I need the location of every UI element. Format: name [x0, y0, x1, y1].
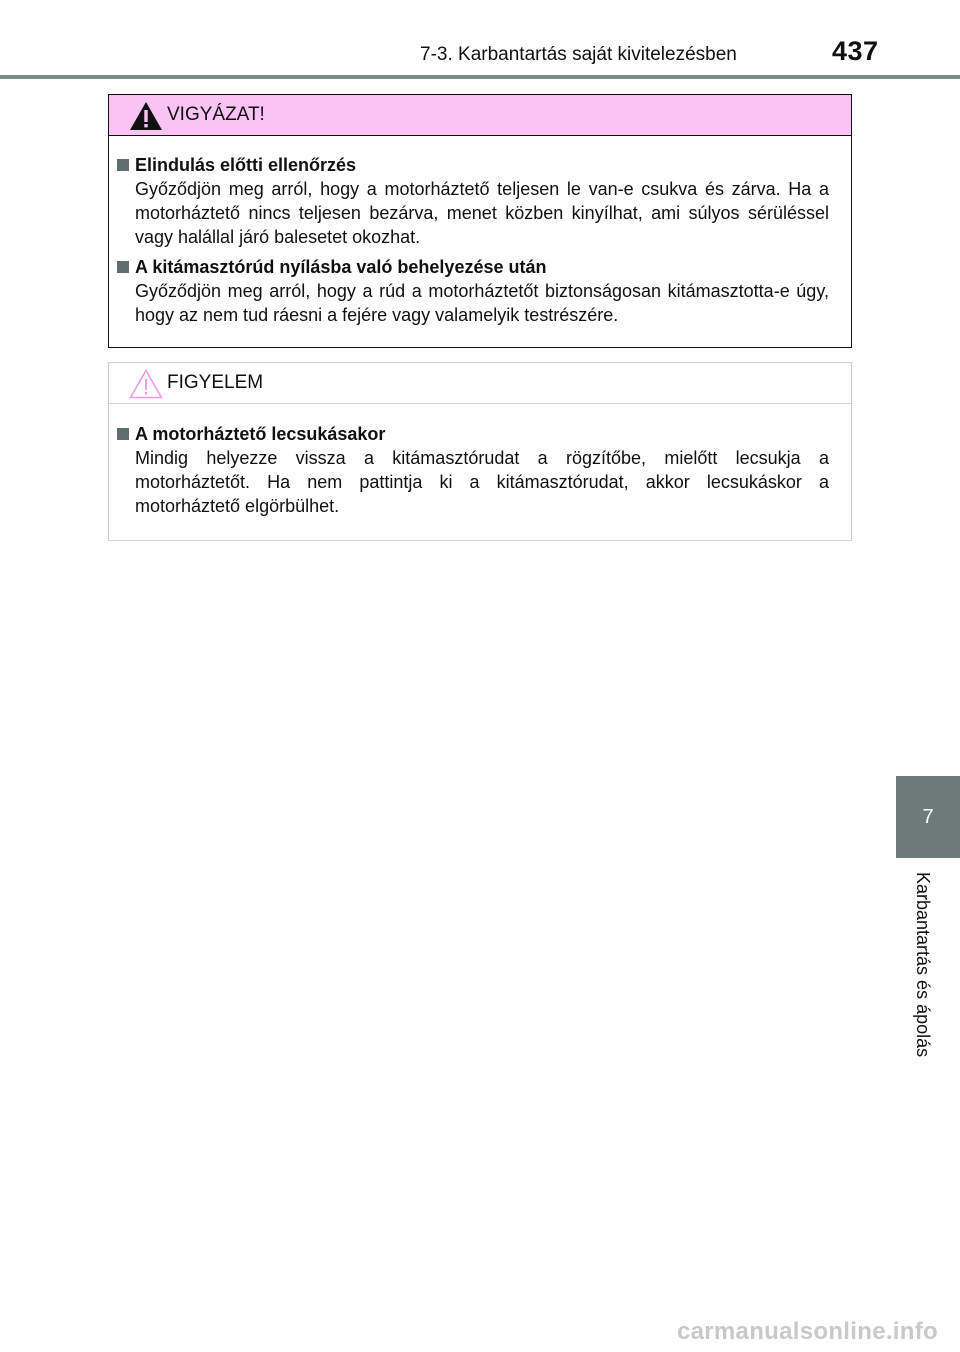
warning-item — [113, 153, 829, 249]
square-bullet-icon — [117, 261, 129, 273]
page-number: 437 — [832, 36, 879, 66]
chapter-tab[interactable] — [896, 776, 960, 858]
chapter-label: Karbantartás és ápolás — [913, 872, 933, 1058]
warning-item-text: Győződjön meg arról, hogy a motorháztető teljesen le van-e csukva és zárva. Ha a motorháztető nincs teljesen bezárva, menet közben kinyílhat, ami súlyos sérüléssel vagy halállal járó balesetet okozhat. — [135, 179, 829, 247]
notice-title: FIGYELEM — [167, 372, 264, 393]
warning-item-text: Győződjön meg arról, hogy a rúd a motorháztetőt biztonságosan kitámasztotta-e úgy, hogy az nem tud ráesni a fejére vagy valamelyik testrészére. — [135, 281, 829, 325]
notice-item-title: A motorháztető lecsukásakor — [135, 424, 386, 444]
warning-item — [113, 255, 829, 327]
watermark: carmanualsonline.info — [676, 1318, 938, 1345]
notice-item-text: Mindig helyezze vissza a kitámasztórudat a rögzítőbe, mielőtt lecsukja a motorháztetőt. Ha nem pattintja ki a kitámasztórudat, akkor lecsukáskor a motorháztető elgörbülhet. — [135, 448, 829, 516]
warning-item-heading — [113, 255, 829, 279]
warning-header — [109, 95, 851, 136]
notice-header — [109, 363, 851, 404]
notice-box — [108, 362, 852, 541]
square-bullet-icon — [117, 159, 129, 171]
warning-item-heading — [113, 153, 829, 177]
header-rule — [0, 75, 960, 79]
chapter-number: 7 — [922, 805, 934, 828]
warning-body — [109, 136, 851, 327]
notice-item — [113, 422, 829, 518]
notice-body — [109, 404, 851, 518]
warning-title: VIGYÁZAT! — [167, 104, 265, 125]
warning-box — [108, 94, 852, 348]
warning-item-title: A kitámasztórúd nyílásba való behelyezése után — [135, 257, 547, 277]
warning-item-title: Elindulás előtti ellenőrzés — [135, 155, 357, 175]
warning-triangle-icon — [129, 101, 163, 131]
notice-item-heading — [113, 422, 829, 446]
section-title: 7-3. Karbantartás saját kivitelezésben — [420, 44, 737, 65]
square-bullet-icon — [117, 428, 129, 440]
caution-triangle-icon — [129, 369, 163, 399]
